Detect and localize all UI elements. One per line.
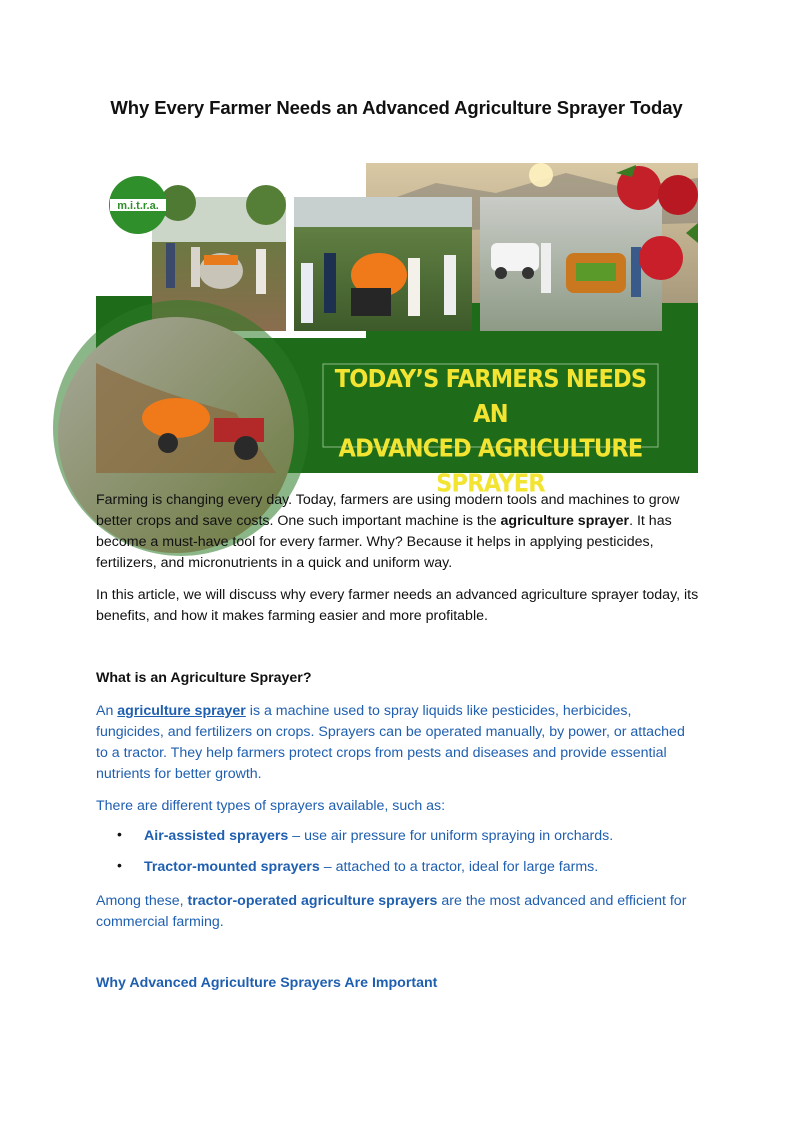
- list-item-term: Air-assisted sprayers: [144, 828, 289, 844]
- definition-text-continued: is a machine used to spray liquids like pesticides, herbicides, fungicides, and fertilizers on crops. Sprayers can be operated manually, by power, or attached to a tractor. They help farmers protect crops from pests and diseases and provide essential nutrients for better growth.: [96, 703, 685, 782]
- intro-paragraph-2: In this article, we will discuss why every farmer needs an advanced agriculture sprayer today, its benefits, and how it makes farming easier and more profitable.: [96, 587, 699, 624]
- bullet-icon: •: [117, 826, 122, 842]
- page-title: Why Every Farmer Needs an Advanced Agriculture Sprayer Today: [110, 97, 683, 118]
- tractor-bold-term: tractor-operated agriculture sprayers: [187, 893, 438, 909]
- banner-headline: [323, 363, 658, 502]
- tractor-text-continued: are the most advanced and efficient for commercial farming.: [96, 893, 687, 930]
- agriculture-sprayer-link[interactable]: agriculture sprayer: [117, 703, 246, 719]
- list-item-description: – use air pressure for uniform spraying in orchards.: [288, 828, 614, 844]
- tractor-text: Among these,: [96, 893, 188, 909]
- banner-headline-line1: TODAY’S FARMERS NEEDS AN: [334, 364, 647, 429]
- intro-text-continued: . It has become a must-have tool for every farmer. Why? Because it helps in applying pesticides, fertilizers, and micronutrients in a quick and uniform way.: [96, 513, 672, 571]
- sprayer-types-intro: There are different types of sprayers available, such as:: [96, 798, 446, 814]
- list-item-term: Tractor-mounted sprayers: [144, 859, 320, 875]
- definition-text: An: [96, 703, 118, 719]
- section-heading-why-important: Why Advanced Agriculture Sprayers Are Important: [96, 975, 438, 991]
- intro-text: Farming is changing every day. Today, farmers are using modern tools and machines to grow better crops and save costs. One such important machine is the: [96, 492, 680, 529]
- definition-paragraph: [96, 701, 700, 785]
- logo-text: m.i.t.r.a.: [117, 200, 159, 212]
- list-item-description: – attached to a tractor, ideal for large farms.: [319, 859, 599, 875]
- tractor-sprayer-paragraph: [96, 891, 700, 933]
- bullet-icon: •: [117, 857, 122, 873]
- banner-headline-line2: ADVANCED AGRICULTURE SPRAYER: [338, 434, 643, 499]
- banner-image: [96, 163, 698, 499]
- intro-paragraph-1: [96, 490, 700, 574]
- intro-bold-term: agriculture sprayer: [500, 513, 630, 529]
- section-heading-what-is: What is an Agriculture Sprayer?: [96, 670, 312, 686]
